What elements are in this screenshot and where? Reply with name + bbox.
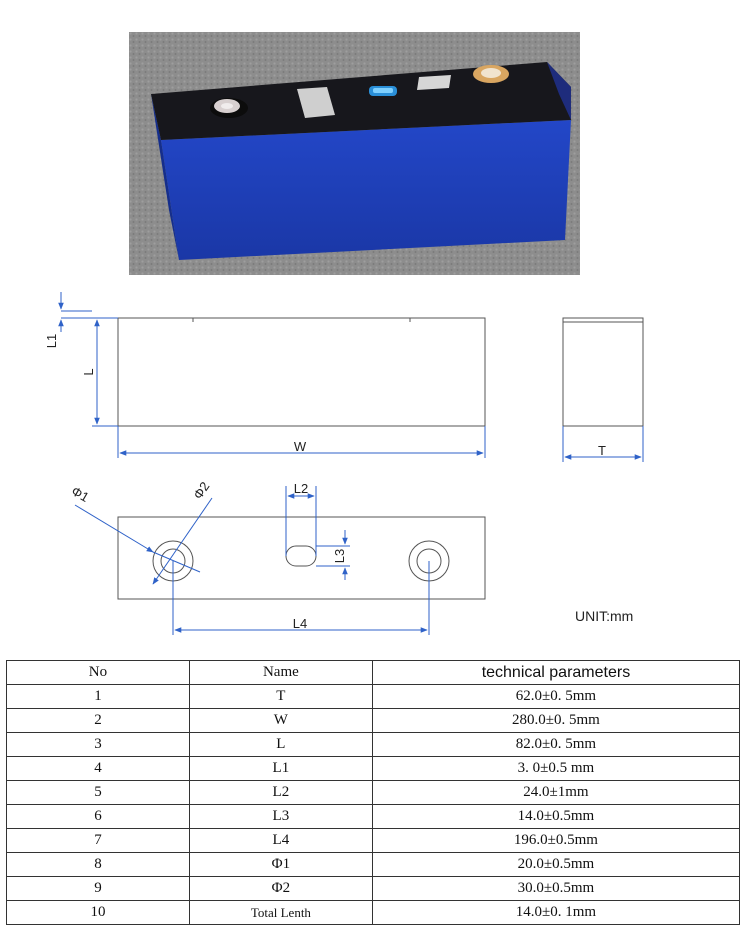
label-w: W [293,439,307,454]
table-row [7,877,740,901]
cell-no: 1 [7,685,190,709]
cell-parameter: 24.0±1mm [372,781,739,805]
cell-parameter: 20.0±0.5mm [372,853,739,877]
cell-name: L4 [189,829,372,853]
battery-cell-photo [129,32,580,275]
cell-parameter: 196.0±0.5mm [372,829,739,853]
cell-no: 5 [7,781,190,805]
label-l: L [81,368,96,376]
cell-no: 10 [7,901,190,925]
cell-no: 8 [7,853,190,877]
cell-no: 6 [7,805,190,829]
dimension-drawing [0,280,745,650]
table-row [7,829,740,853]
unit-note: UNIT:mm [575,608,634,624]
table-row [7,805,740,829]
cell-name: Φ2 [189,877,372,901]
label-phi1: Φ1 [68,483,92,506]
header-no: No [7,661,190,685]
specification-table [6,660,740,925]
cell-no: 4 [7,757,190,781]
cell-no: 9 [7,877,190,901]
side-view-outline [563,318,643,426]
cell-name: T [189,685,372,709]
cell-parameter: 14.0±0.5mm [372,805,739,829]
label-l1: L1 [44,333,59,349]
cell-parameter: 30.0±0.5mm [372,877,739,901]
label-l3: L3 [332,548,347,564]
cell-name: W [189,709,372,733]
header-name: Name [189,661,372,685]
cell-no: 3 [7,733,190,757]
cell-parameter: 62.0±0. 5mm [372,685,739,709]
cell-name: L3 [189,805,372,829]
table-header-row [7,661,740,685]
cell-no: 7 [7,829,190,853]
table-row [7,757,740,781]
cell-parameter: 82.0±0. 5mm [372,733,739,757]
table-row [7,733,740,757]
cell-parameter: 14.0±0. 1mm [372,901,739,925]
label-t: T [598,443,606,458]
table-row [7,901,740,925]
cell-parameter: 3. 0±0.5 mm [372,757,739,781]
header-technical-parameters: technical parameters [372,661,739,685]
cell-name: Total Lenth [189,901,372,925]
cell-name: L1 [189,757,372,781]
table-row [7,853,740,877]
table-row [7,685,740,709]
cell-parameter: 280.0±0. 5mm [372,709,739,733]
cell-name: Φ1 [189,853,372,877]
label-l2: L2 [293,481,309,496]
label-phi2: Φ2 [190,478,213,502]
cell-name: L [189,733,372,757]
label-l4: L4 [292,616,308,631]
cell-name: L2 [189,781,372,805]
front-view-outline [118,318,485,426]
table-row [7,781,740,805]
table-row [7,709,740,733]
cell-no: 2 [7,709,190,733]
